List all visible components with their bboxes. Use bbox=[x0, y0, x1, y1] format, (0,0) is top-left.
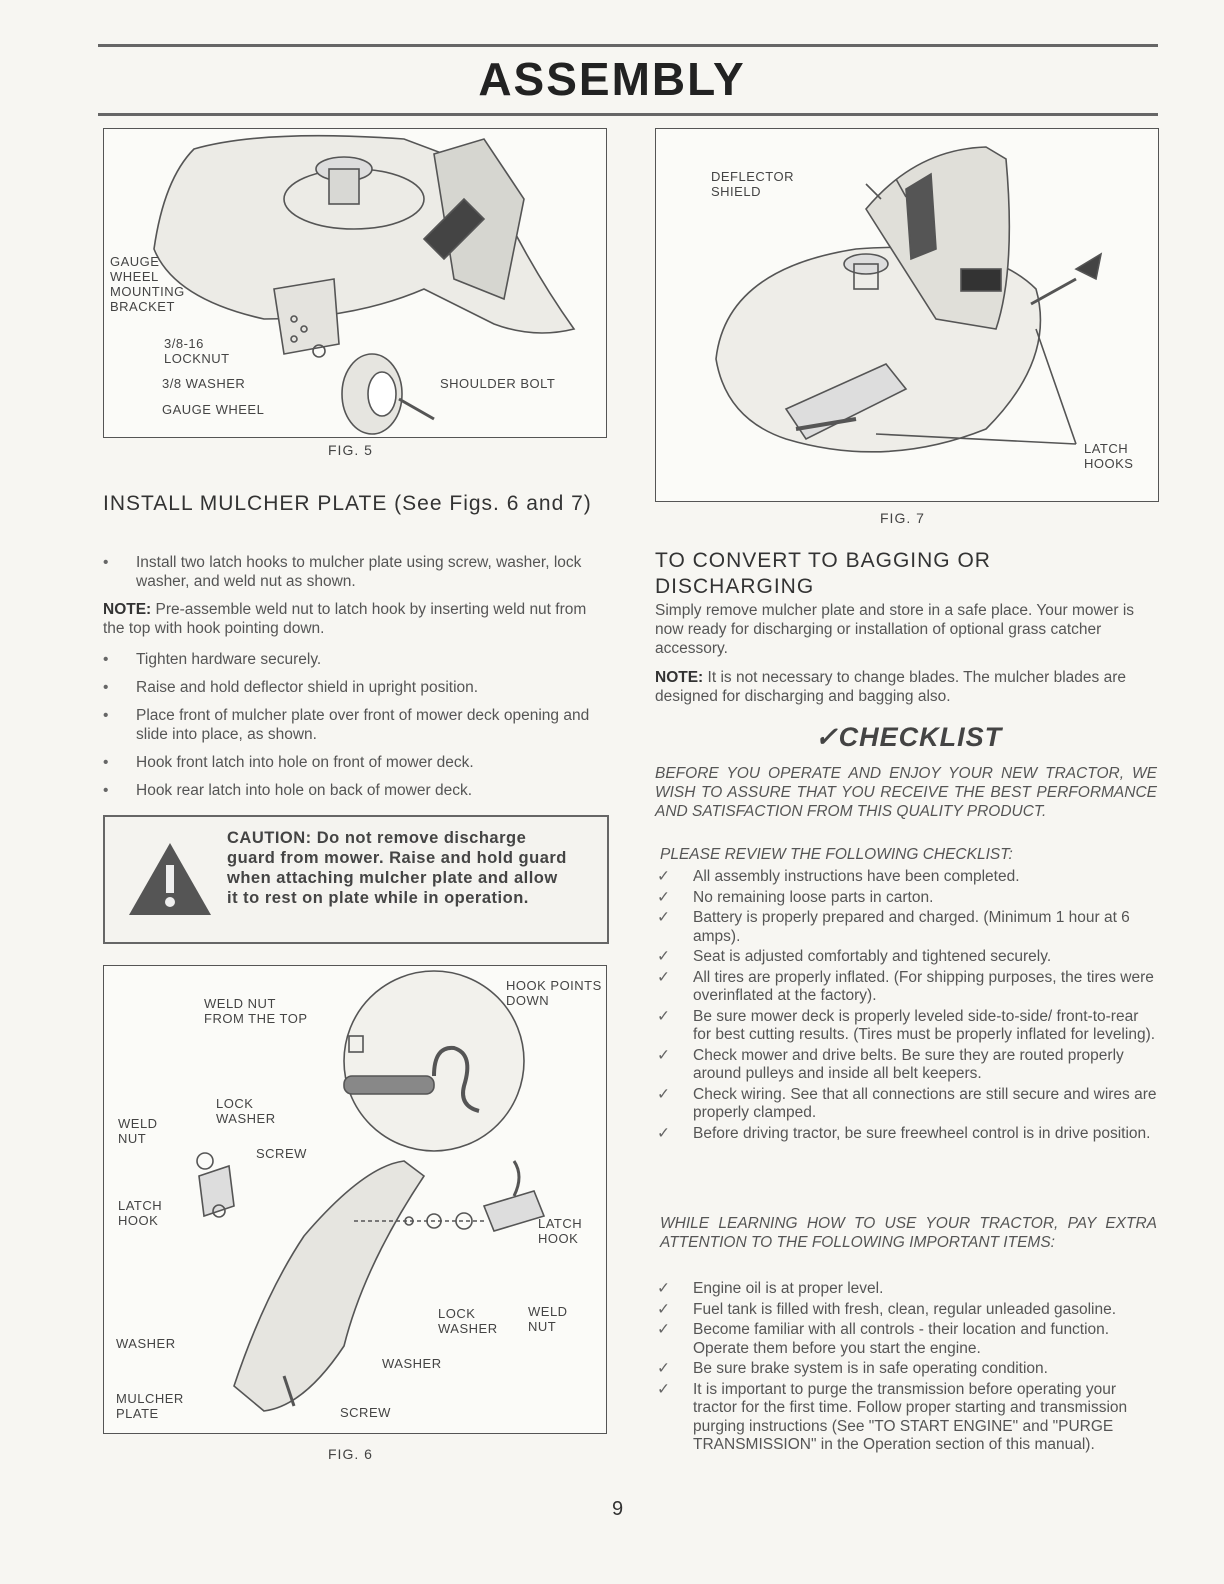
page-title: ASSEMBLY bbox=[478, 53, 746, 105]
page-number: 9 bbox=[612, 1498, 624, 1520]
fig7-caption: FIG. 7 bbox=[880, 510, 925, 526]
list-item: ✓ Seat is adjusted comfortably and tightened securely. bbox=[655, 948, 1157, 967]
checklist-title: ✓CHECKLIST bbox=[815, 722, 1003, 752]
list-item: ✓ Fuel tank is filled with fresh, clean, regular unleaded gasoline. bbox=[655, 1301, 1157, 1320]
figure-6 bbox=[103, 965, 607, 1434]
label-latch-hooks: LATCH HOOKS bbox=[1084, 441, 1134, 471]
caution-text: CAUTION: Do not remove discharge guard from mower. Raise and hold guard when attaching mulcher plate and allow it to rest on plate while in operation. bbox=[227, 829, 567, 907]
label-screw-bottom: SCREW bbox=[340, 1405, 391, 1420]
list-item: ✓ Battery is properly prepared and charged. (Minimum 1 hour at 6 amps). bbox=[655, 909, 1157, 946]
figure-7 bbox=[655, 128, 1159, 502]
top-rule bbox=[98, 44, 1158, 47]
label-hook-points: HOOK POINTS DOWN bbox=[506, 978, 602, 1008]
list-item: • Raise and hold deflector shield in upright position. bbox=[103, 678, 605, 697]
list-item: • Install two latch hooks to mulcher plate using screw, washer, lock washer, and weld nut as shown. bbox=[103, 553, 603, 591]
list-item: ✓ All tires are properly inflated. (For shipping purposes, the tires were overinflated at the factory). bbox=[655, 969, 1157, 1006]
caution-box bbox=[103, 815, 609, 944]
install-step-first bbox=[103, 553, 603, 591]
list-item: ✓ Before driving tractor, be sure freewheel control is in drive position. bbox=[655, 1125, 1157, 1144]
note-text: Pre-assemble weld nut to latch hook by inserting weld nut from the top with hook pointing down. bbox=[103, 601, 587, 637]
checklist-intro: BEFORE YOU OPERATE AND ENJOY YOUR NEW TRACTOR, WE WISH TO ASSURE THAT YOU RECEIVE THE BEST PERFORMANCE AND SATISFACTION FROM THIS QUALITY PRODUCT. bbox=[655, 765, 1157, 820]
label-mulcher-plate: MULCHER PLATE bbox=[116, 1391, 184, 1421]
list-item: • Hook rear latch into hole on back of mower deck. bbox=[103, 781, 605, 800]
list-item: ✓ All assembly instructions have been completed. bbox=[655, 868, 1157, 887]
list-item: ✓ It is important to purge the transmission before operating your tractor for the first time. Follow proper starting and transmission purging instructions (See "TO START ENGINE" and "PURGE TRANSMISSION" in the Operation section of this manual). bbox=[655, 1381, 1157, 1455]
label-latch-hook-left: LATCH HOOK bbox=[118, 1198, 163, 1228]
fig6-caption: FIG. 6 bbox=[328, 1446, 373, 1462]
label-lock-washer-left: LOCK WASHER bbox=[216, 1096, 276, 1126]
list-item: ✓ Check wiring. See that all connections are still secure and wires are properly clamped. bbox=[655, 1086, 1157, 1123]
install-heading: INSTALL MULCHER PLATE (See Figs. 6 and 7) bbox=[103, 492, 592, 515]
label-screw-top: SCREW bbox=[256, 1146, 307, 1161]
label-locknut: 3/8-16 LOCKNUT bbox=[164, 336, 230, 366]
install-note bbox=[103, 600, 605, 638]
convert-text: Simply remove mulcher plate and store in a safe place. Your mower is now ready for discharging or installation of optional grass catcher accessory. bbox=[655, 602, 1135, 657]
note-text: It is not necessary to change blades. The mulcher blades are designed for discharging and bagging also. bbox=[655, 669, 1126, 705]
label-weld-nut-top: WELD NUT FROM THE TOP bbox=[204, 996, 308, 1026]
label-washer-left: WASHER bbox=[116, 1336, 176, 1351]
list-item: ✓ Be sure mower deck is properly leveled side-to-side/ front-to-rear for best cutting results. (Tires must be properly inflated for leveling). bbox=[655, 1008, 1157, 1045]
warning-icon bbox=[125, 839, 215, 919]
convert-note bbox=[655, 668, 1157, 706]
list-item: • Place front of mulcher plate over front of mower deck opening and slide into place, as shown. bbox=[103, 706, 605, 744]
list-item: • Hook front latch into hole on front of mower deck. bbox=[103, 753, 605, 772]
list-item: ✓ Engine oil is at proper level. bbox=[655, 1280, 1157, 1299]
label-washer-mid: WASHER bbox=[382, 1356, 442, 1371]
list-item: ✓ Be sure brake system is in safe operating condition. bbox=[655, 1360, 1157, 1379]
label-gauge-wheel: GAUGE WHEEL bbox=[162, 402, 265, 417]
list-item: • Tighten hardware securely. bbox=[103, 650, 605, 669]
label-gauge-wheel-bracket: GAUGE WHEEL MOUNTING BRACKET bbox=[110, 254, 185, 314]
label-washer: 3/8 WASHER bbox=[162, 376, 246, 391]
checklist-review: PLEASE REVIEW THE FOLLOWING CHECKLIST: bbox=[660, 846, 1013, 863]
list-item: ✓ No remaining loose parts in carton. bbox=[655, 889, 1157, 908]
checklist-items-important bbox=[655, 1280, 1157, 1455]
label-shoulder-bolt: SHOULDER BOLT bbox=[440, 376, 556, 391]
note-label: NOTE: bbox=[103, 601, 152, 618]
install-steps bbox=[103, 650, 605, 800]
title-rule bbox=[98, 113, 1158, 116]
label-lock-washer-right: LOCK WASHER bbox=[438, 1306, 498, 1336]
label-latch-hook-right: LATCH HOOK bbox=[538, 1216, 583, 1246]
note-label: NOTE: bbox=[655, 669, 704, 686]
checklist-learning: WHILE LEARNING HOW TO USE YOUR TRACTOR, PAY EXTRA ATTENTION TO THE FOLLOWING IMPORTANT ITEMS: bbox=[660, 1215, 1157, 1251]
checklist-items bbox=[655, 868, 1157, 1143]
figure-5 bbox=[103, 128, 607, 438]
convert-heading: TO CONVERT TO BAGGING OR DISCHARGING bbox=[655, 549, 991, 598]
list-item: ✓ Check mower and drive belts. Be sure they are routed properly around pulleys and inside all belt keepers. bbox=[655, 1047, 1157, 1084]
fig6-illustration bbox=[104, 966, 606, 1433]
fig5-caption: FIG. 5 bbox=[328, 442, 373, 458]
label-weld-nut-right: WELD NUT bbox=[528, 1304, 568, 1334]
list-item: ✓ Become familiar with all controls - their location and function. Operate them before you start the engine. bbox=[655, 1321, 1157, 1358]
label-weld-nut-left: WELD NUT bbox=[118, 1116, 158, 1146]
label-deflector-shield: DEFLECTOR SHIELD bbox=[711, 169, 794, 199]
